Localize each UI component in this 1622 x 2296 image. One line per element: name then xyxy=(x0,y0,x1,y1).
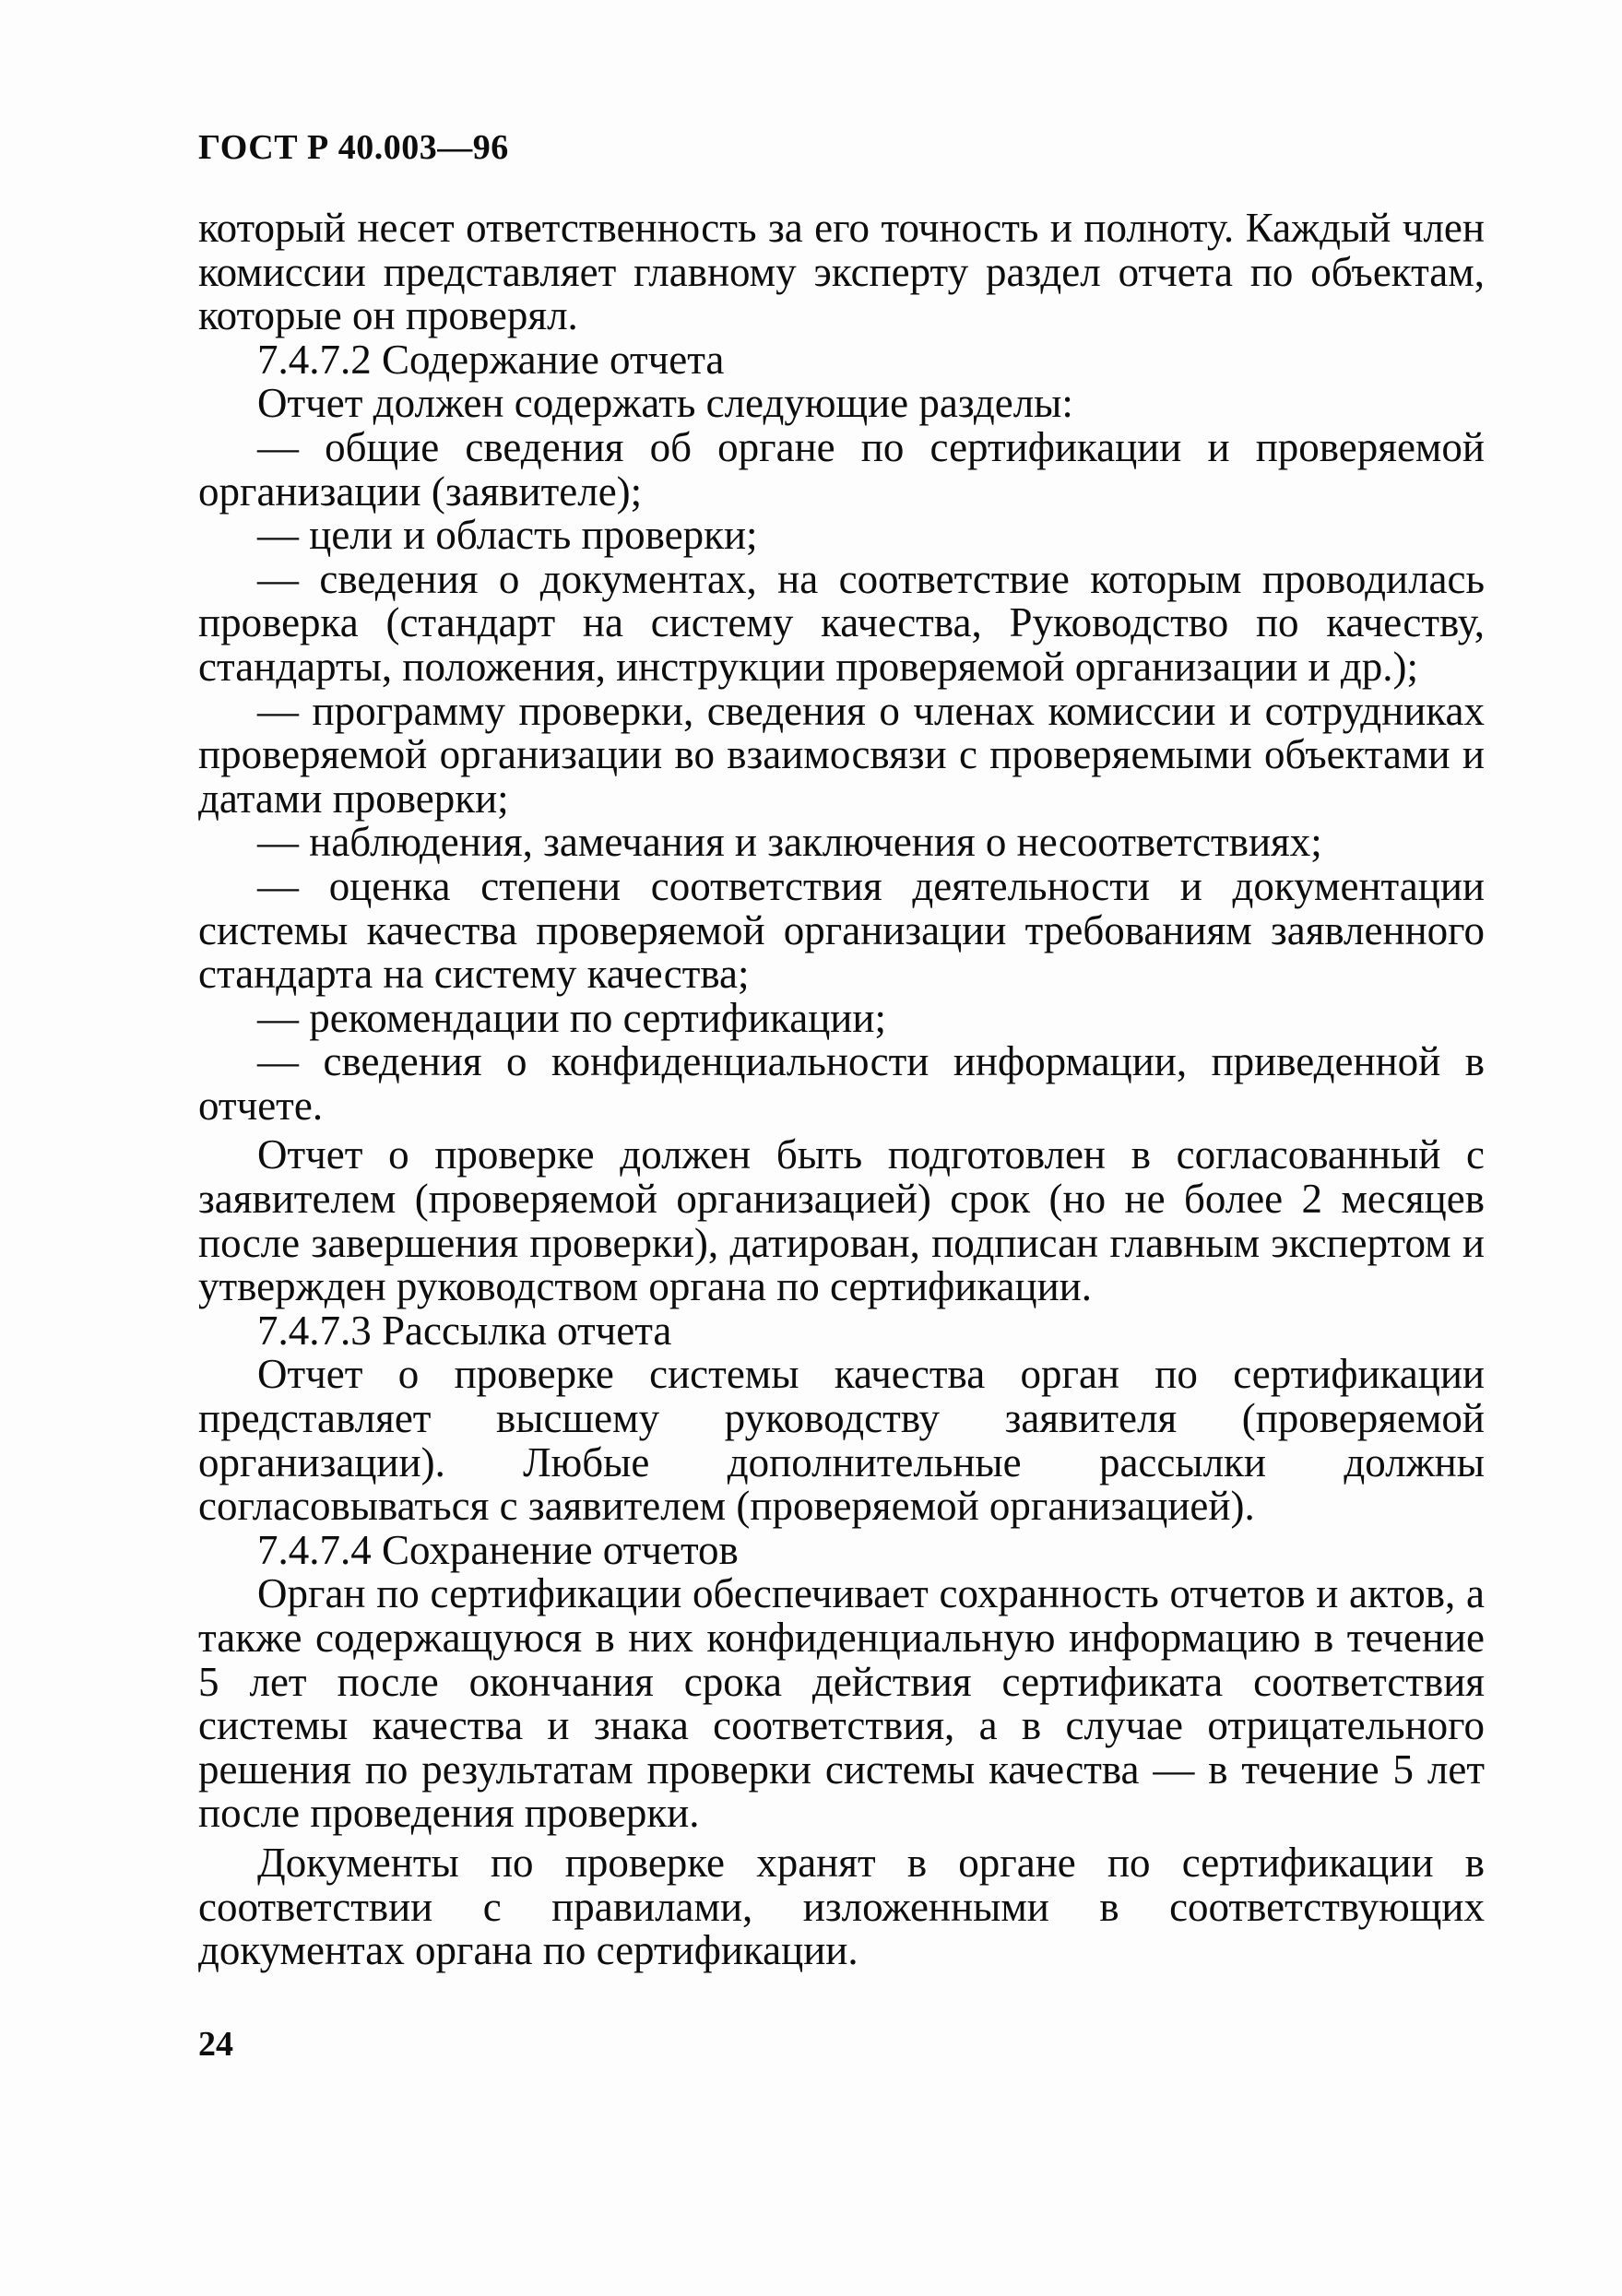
page-number: 24 xyxy=(198,2025,233,2064)
paragraph-continuation: который несет ответственность за его точность и полноту. Каждый член комиссии представляет главному эксперту раздел отчета по объектам, которые он проверял. xyxy=(198,205,1485,339)
list-item-general-info: — общие сведения об органе по сертификации и проверяемой организации (заявителе); xyxy=(198,423,1485,515)
section-heading-7-4-7-3: 7.4.7.3 Рассылка отчета xyxy=(257,1307,672,1354)
list-item-confidentiality: — сведения о конфиденциальности информации, приведенной в отчете. xyxy=(198,1038,1485,1129)
list-item-audit-program: — программу проверки, сведения о членах комиссии и сотрудниках проверяемой организации во взаимосвязи с проверяемыми объектами и датами проверки; xyxy=(198,687,1485,822)
paragraph-report-preparation: Отчет о проверке должен быть подготовлен в согласованный с заявителем (проверяемой организацией) срок (но не более 2 месяцев после завершения проверки), датирован, подписан главным экспертом и утвержден руководством органа по сертификации. xyxy=(198,1131,1485,1310)
list-item-recommendations: — рекомендации по сертификации; xyxy=(257,994,886,1041)
paragraph-report-distribution: Отчет о проверке системы качества орган по сертификации представляет высшему руководству заявителя (проверяемой организации). Любые дополнительные рассылки должны согласовываться с заявителем (проверяемой организацией). xyxy=(198,1351,1485,1530)
paragraph-report-sections-intro: Отчет должен содержать следующие разделы: xyxy=(257,380,1073,427)
paragraph-documents-storage: Документы по проверке хранят в органе по сертификации в соответствии с правилами, изложенными в соответствующих документах органа по сертификации. xyxy=(198,1839,1485,1974)
list-item-goals-scope: — цели и область проверки; xyxy=(257,512,758,559)
document-header-code: ГОСТ Р 40.003—96 xyxy=(198,128,509,167)
section-heading-7-4-7-2: 7.4.7.2 Содержание отчета xyxy=(257,336,725,383)
section-heading-7-4-7-4: 7.4.7.4 Сохранение отчетов xyxy=(257,1526,739,1573)
list-item-documents-info: — сведения о документах, на соответствие которым проводилась проверка (стандарт на систему качества, Руководство по качеству, стандарты, положения, инструкции проверяемой организации и др.); xyxy=(198,555,1485,690)
document-body xyxy=(198,207,1485,1973)
paragraph-report-retention: Орган по сертификации обеспечивает сохранность отчетов и актов, а также содержащуюся в них конфиденциальную информацию в течение 5 лет после окончания срока действия сертификата соответствия системы качества и знака соответствия, а в случае отрицательного решения по результатам проверки системы качества — в течение 5 лет после проведения проверки. xyxy=(198,1570,1485,1837)
list-item-observations: — наблюдения, замечания и заключения о несоответствиях; xyxy=(257,819,1322,866)
list-item-conformity-assessment: — оценка степени соответствия деятельности и документации системы качества проверяемой организации требованиям заявленного стандарта на систему качества; xyxy=(198,862,1485,998)
